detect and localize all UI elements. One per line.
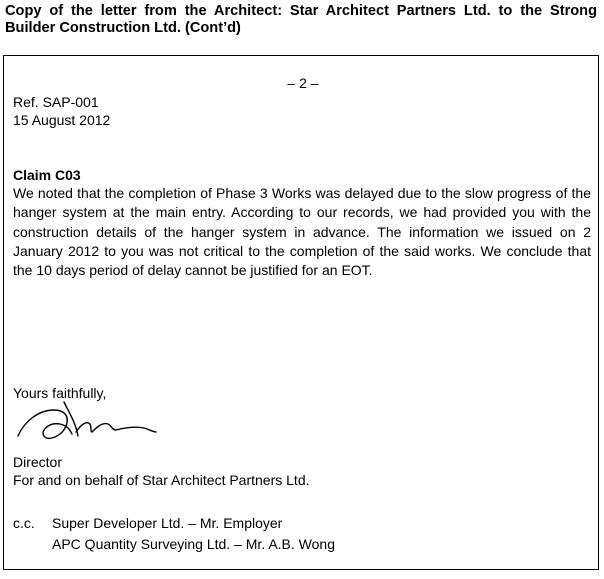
signature-image — [12, 396, 162, 448]
closing-salutation: Yours faithfully, — [13, 385, 107, 401]
reference-number: Ref. SAP-001 — [13, 94, 99, 110]
on-behalf-line: For and on behalf of Star Architect Partners Ltd. — [13, 472, 310, 488]
claim-body: We noted that the completion of Phase 3 Works was delayed due to the slow progress of the hanger system at the main entry. According to our records, we had provided you with the construction details of the hanger system in advance. The information we issued on 2 January 2012 to you was not critical to the completion of the said works. We conclude that the 10 days period of delay cannot be justified for an EOT. — [13, 185, 591, 279]
letter-date: 15 August 2012 — [13, 112, 111, 128]
document-heading: Copy of the letter from the Architect: Star Architect Partners Ltd. to the Strong Builder Construction Ltd. (Cont’d) — [5, 3, 597, 36]
cc-recipient: Super Developer Ltd. – Mr. Employer — [52, 515, 283, 531]
letter-frame — [3, 55, 599, 570]
claim-title: Claim C03 — [13, 167, 81, 183]
page-number: – 2 – — [287, 75, 319, 91]
cc-label: c.c. — [13, 515, 35, 531]
signer-title: Director — [13, 454, 63, 470]
cc-recipient: APC Quantity Surveying Ltd. – Mr. A.B. Wong — [52, 536, 335, 552]
